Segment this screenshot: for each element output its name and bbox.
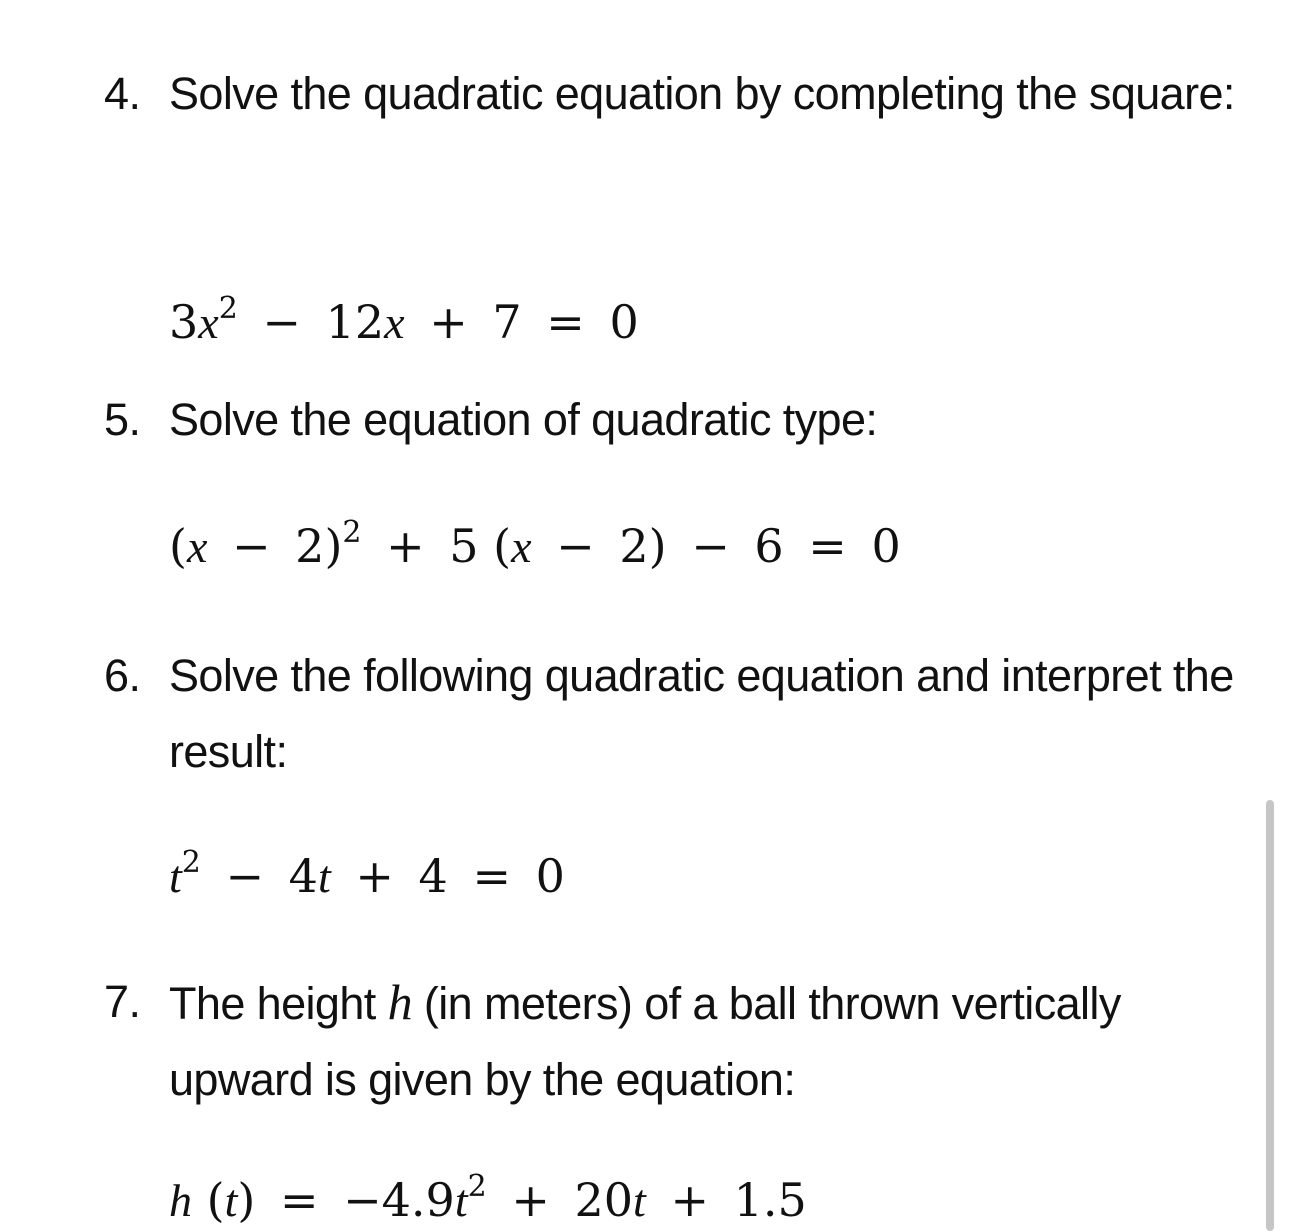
math-exponent: 2 [218, 290, 238, 326]
math-operator: + [355, 849, 394, 903]
math-variable: x [186, 521, 208, 572]
problem-text-part: (in meters) of a ball thrown vertically upward is given by the equation: [169, 978, 1121, 1105]
problem-text: Solve the following quadratic equation and interpret the result: [169, 650, 1234, 777]
problem-text: Solve the equation of quadratic type: [169, 394, 878, 445]
math-exponent: 2 [342, 514, 362, 550]
math-term: ) [237, 1173, 256, 1227]
math-operator: = [279, 1173, 319, 1227]
problem-number: 6. [104, 650, 141, 701]
math-term: 0 [609, 295, 639, 349]
math-operator: − [262, 295, 301, 349]
math-operator: − [691, 519, 730, 573]
math-term: ( [206, 1173, 225, 1227]
math-term: 6 [754, 519, 784, 573]
math-variable: x [511, 521, 532, 572]
math-operator: − [556, 519, 595, 573]
problem-number: 5. [104, 394, 141, 445]
math-term: 1.5 [733, 1173, 807, 1227]
math-variable: t [454, 1175, 468, 1226]
equation [169, 516, 901, 577]
equation [169, 1170, 807, 1231]
math-term: 7 [492, 295, 522, 349]
inline-variable: h [387, 974, 412, 1030]
problem-text-part: The height [169, 978, 376, 1029]
math-term: 0 [535, 849, 565, 903]
math-variable: t [169, 851, 182, 902]
problem-number: 4. [104, 68, 141, 119]
math-variable: t [633, 1175, 646, 1226]
math-term: −4.9 [343, 1173, 455, 1227]
math-operator: = [546, 295, 585, 349]
math-term: 20 [574, 1173, 634, 1227]
math-operator: + [511, 1173, 550, 1227]
math-exponent: 2 [181, 844, 201, 880]
math-term: 2) [619, 519, 667, 573]
math-variable: t [317, 851, 331, 902]
problem-text [169, 964, 1244, 1118]
math-term: 5 ( [449, 519, 512, 573]
math-operator: − [232, 519, 271, 573]
math-term: ( [169, 519, 187, 573]
math-term: 2) [295, 519, 343, 573]
math-term: 3 [169, 295, 199, 349]
math-term: 0 [871, 519, 901, 573]
equation [169, 292, 639, 353]
problem-number: 7. [104, 976, 141, 1027]
math-term: 4 [288, 849, 318, 903]
math-operator: − [225, 849, 265, 903]
equation [169, 846, 565, 907]
math-term: 4 [418, 849, 448, 903]
math-operator: = [472, 849, 511, 903]
math-variable: x [198, 297, 219, 348]
math-term: 12 [325, 295, 385, 349]
scrollbar-thumb[interactable] [1266, 800, 1274, 1231]
math-operator: + [386, 519, 425, 573]
math-variable: h [169, 1175, 192, 1226]
math-operator: = [808, 519, 847, 573]
math-variable: t [224, 1175, 238, 1226]
math-operator: + [429, 295, 468, 349]
math-exponent: 2 [467, 1168, 487, 1204]
math-variable: x [384, 297, 405, 348]
math-operator: + [670, 1173, 709, 1227]
problem-text: Solve the quadratic equation by completing the square: [169, 68, 1235, 119]
